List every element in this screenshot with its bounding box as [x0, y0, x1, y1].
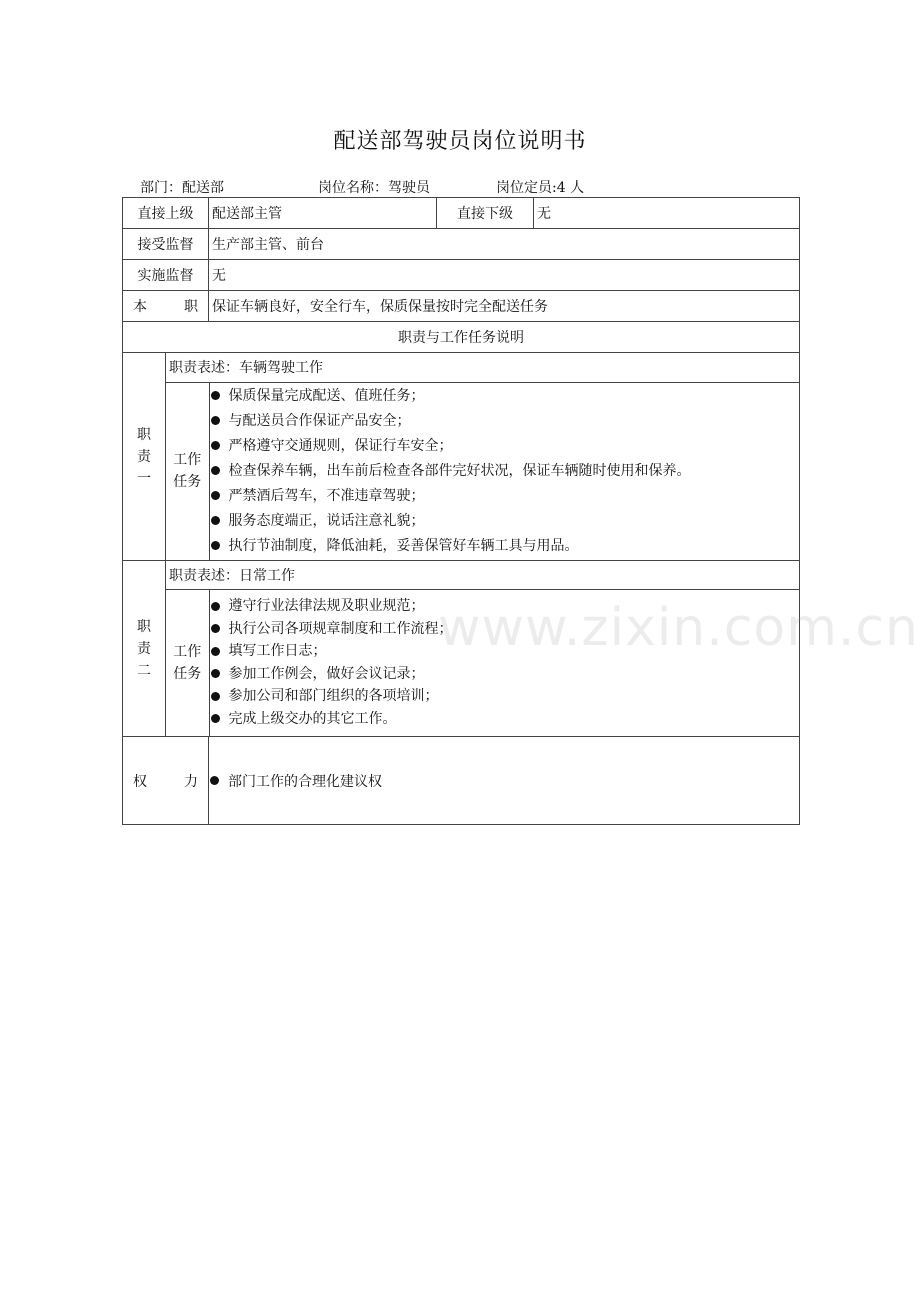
- watermark: www.zixin.com.cn: [438, 598, 919, 658]
- responsibility-one-task-list: [210, 384, 800, 559]
- duty-row: [123, 291, 800, 322]
- list-item: 执行节油制度，降低油耗，妥善保管好车辆工具与用品。: [210, 534, 800, 559]
- responsibility-two-row: [123, 561, 800, 737]
- authority-list: [209, 771, 799, 791]
- responsibility-two-task-label: [166, 589, 209, 736]
- supervises-value: 无: [209, 260, 800, 291]
- duty-label: 本职: [123, 291, 209, 322]
- list-item: 完成上级交办的其它工作。: [210, 708, 800, 731]
- list-item: 填写工作日志；: [210, 640, 800, 663]
- responsibility-one-task-label-text: 工作任务: [173, 452, 202, 491]
- subordinate-label: 直接下级: [437, 198, 534, 229]
- department-field: 部门：配送部: [140, 180, 224, 196]
- responsibility-one-content: [166, 353, 800, 561]
- responsibility-two-label: [123, 561, 166, 737]
- list-item: 执行公司各项规章制度和工作流程；: [210, 618, 800, 641]
- responsibility-one-label: [123, 353, 166, 561]
- responsibility-one-label-text: 职责一: [137, 426, 151, 487]
- supervised-by-row: [123, 229, 800, 260]
- supervised-by-value: 生产部主管、前台: [209, 229, 800, 260]
- supervises-label: 实施监督: [123, 260, 209, 291]
- superior-label: 直接上级: [123, 198, 209, 229]
- responsibility-two-task-list: [210, 595, 800, 730]
- list-item: 严禁酒后驾车，不准违章驾驶；: [210, 484, 800, 509]
- position-name-field: 岗位名称：驾驶员: [318, 180, 430, 196]
- section-header-row: [123, 322, 800, 353]
- list-item: 检查保养车辆，出车前后检查各部件完好状况，保证车辆随时使用和保养。: [210, 459, 800, 484]
- list-item: 遵守行业法律法规及职业规范；: [210, 595, 800, 618]
- responsibility-two-label-text: 职责二: [137, 618, 151, 679]
- list-item: 严格遵守交通规则，保证行车安全；: [210, 434, 800, 459]
- responsibility-one-task-label: [166, 382, 209, 560]
- responsibility-one-row: [123, 353, 800, 561]
- responsibility-two-task-label-text: 工作任务: [173, 643, 202, 682]
- list-item: 保质保量完成配送、值班任务；: [210, 384, 800, 409]
- responsibility-two-content: [166, 561, 800, 737]
- list-item: 参加工作例会，做好会议记录；: [210, 663, 800, 686]
- supervised-by-label: 接受监督: [123, 229, 209, 260]
- job-description-table: [122, 197, 800, 825]
- list-item: 服务态度端正，说话注意礼貌；: [210, 509, 800, 534]
- list-item: 与配送员合作保证产品安全；: [210, 409, 800, 434]
- superior-value: 配送部主管: [209, 198, 437, 229]
- responsibility-one-statement: 职责表述：车辆驾驶工作: [169, 360, 323, 377]
- list-item: 参加公司和部门组织的各项培训；: [210, 685, 800, 708]
- list-item: 部门工作的合理化建议权: [209, 771, 799, 791]
- document-title: 配送部驾驶员岗位说明书: [333, 129, 587, 154]
- responsibility-two-statement: 职责表述：日常工作: [169, 567, 295, 584]
- authority-label: 权力: [123, 737, 209, 825]
- authority-row: [123, 737, 800, 825]
- headcount-field: 岗位定员:4 人: [496, 180, 585, 196]
- section-header: 职责与工作任务说明: [123, 322, 800, 353]
- duty-value: 保证车辆良好，安全行车，保质保量按时完全配送任务: [209, 291, 800, 322]
- subordinate-value: 无: [534, 198, 800, 229]
- superior-row: [123, 198, 800, 229]
- supervises-row: [123, 260, 800, 291]
